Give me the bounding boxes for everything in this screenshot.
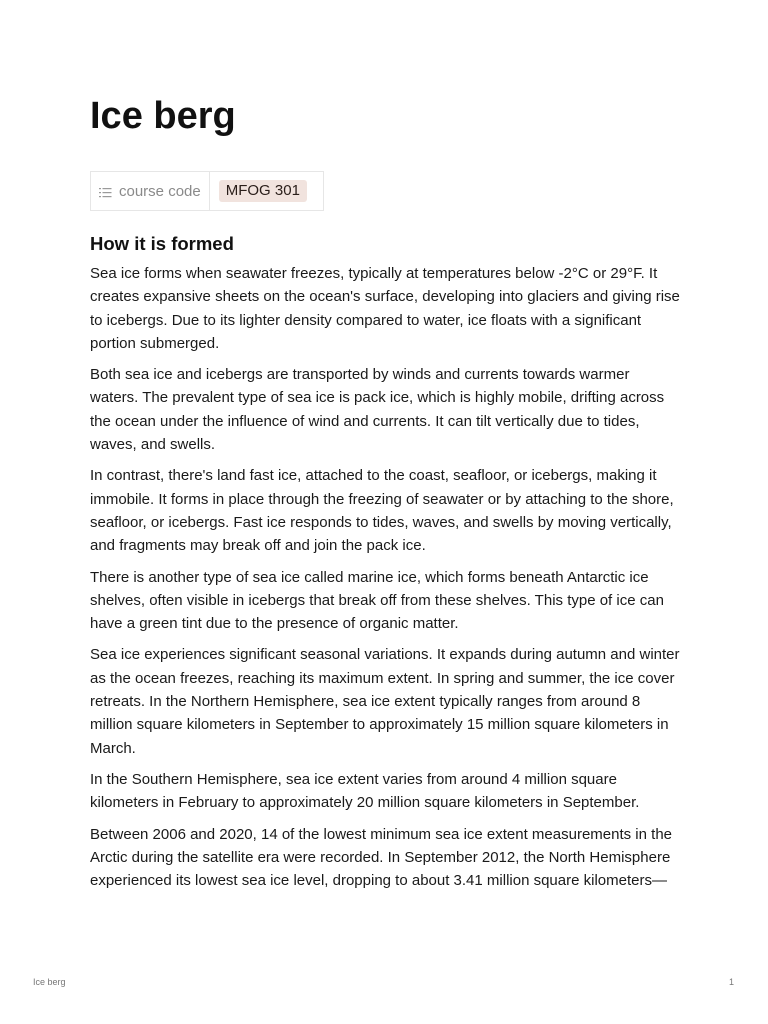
property-row xyxy=(90,171,324,211)
paragraph: There is another type of sea ice called marine ice, which forms beneath Antarctic ice shelves, often visible in icebergs that break off from these shelves. This type of ice can have a green tint due to the presence of organic matter. xyxy=(90,568,664,633)
section-heading: How it is formed xyxy=(90,233,234,254)
page-number: 1 xyxy=(729,977,735,987)
body-text xyxy=(90,262,680,900)
footer-title: Ice berg xyxy=(33,977,66,987)
paragraph: In contrast, there's land fast ice, attached to the coast, seafloor, or icebergs, making it immobile. It forms in place through the freezing of seawater or by attaching to the shore, seafloor, or icebergs. Fast ice responds to tides, waves, and swells by moving vertically, and fragments may break off and join the pack ice. xyxy=(90,467,674,555)
property-key xyxy=(91,172,210,210)
page-title: Ice berg xyxy=(90,95,236,137)
course-code-tag[interactable]: MFOG 301 xyxy=(219,180,307,202)
paragraph: Sea ice experiences significant seasonal variations. It expands during autumn and winter as the ocean freezes, reaching its maximum extent. In spring and summer, the ice cover retreats. In the Northern Hemisphere, sea ice extent typically ranges from around 8 million square kilometers in September to approximately 15 million square kilometers in March. xyxy=(90,646,680,757)
paragraph: Sea ice forms when seawater freezes, typically at temperatures below -2°C or 29°F. It creates expansive sheets on the ocean's surface, developing into glaciers and giving rise to icebergs. Due to its lighter density compared to water, ice floats with a significant portion submerged. xyxy=(90,265,680,352)
list-icon xyxy=(99,186,112,199)
paragraph: Both sea ice and icebergs are transported by winds and currents towards warmer waters. The prevalent type of sea ice is pack ice, which is highly mobile, drifting across the ocean under the influence of wind and currents. It can tilt vertically due to tides, waves, and swells. xyxy=(90,366,665,454)
paragraph: Between 2006 and 2020, 14 of the lowest minimum sea ice extent measurements in the Arctic during the satellite era were recorded. In September 2012, the North Hemisphere experienced its lowest sea ice level, dropping to about 3.41 million square kilometers— xyxy=(90,825,673,890)
paragraph: In the Southern Hemisphere, sea ice extent varies from around 4 million square kilometers in February to approximately 20 million square kilometers in September. xyxy=(90,770,640,812)
property-label: course code xyxy=(119,182,201,200)
property-value-cell[interactable] xyxy=(210,172,323,210)
